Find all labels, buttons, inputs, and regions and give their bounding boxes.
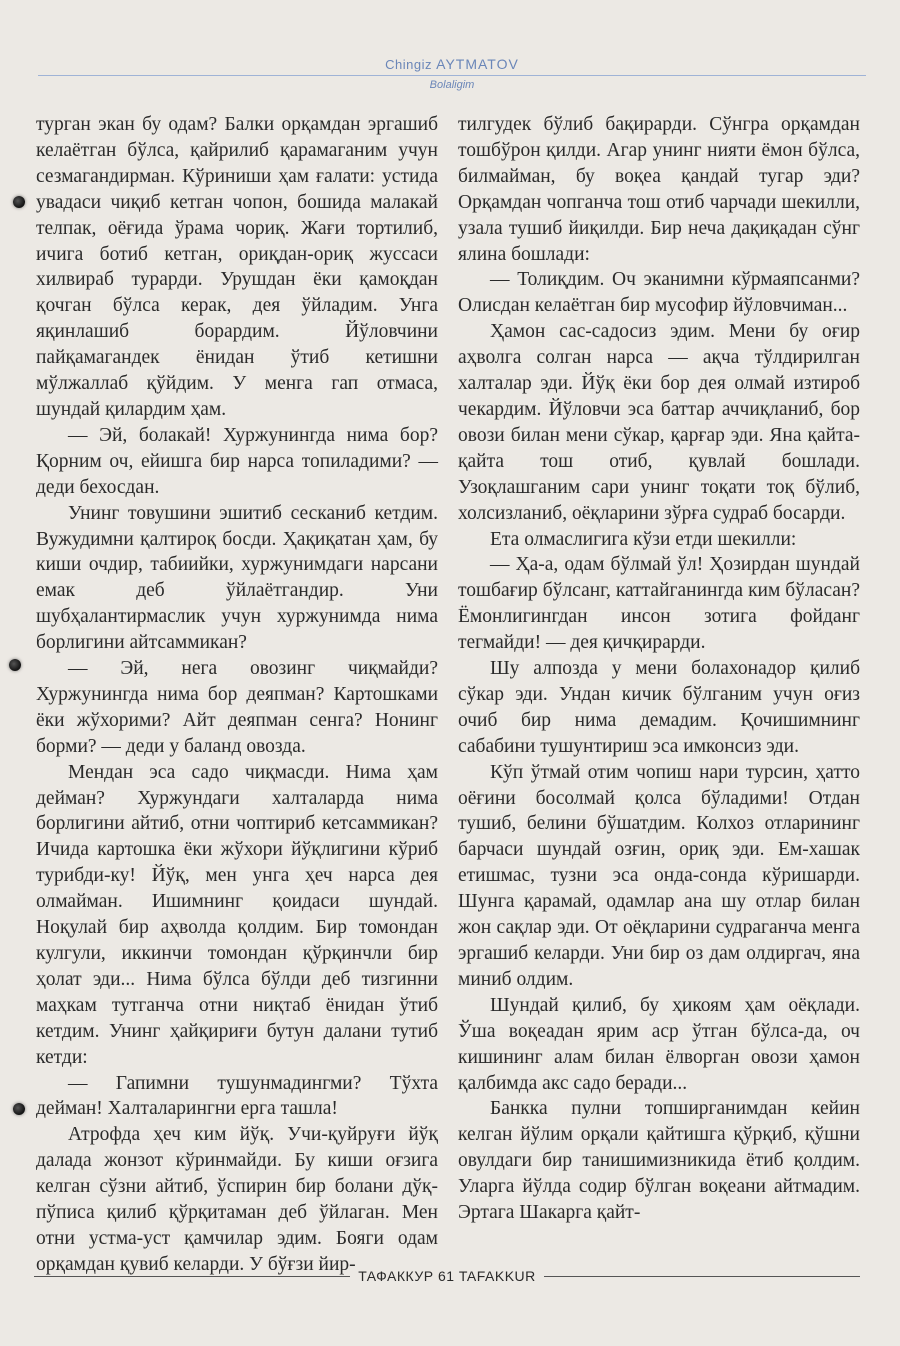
right-text-column (458, 112, 860, 1226)
author-first-name: Chingiz (385, 57, 433, 72)
paragraph: Ҳамон сас-садосиз эдим. Мени бу оғир аҳволга солган нарса — ақча тўлдирилган халталар эди. Йўқ ёки бор дея олмай изтироб чекардим. Йўловчи эса баттар аччиқланиб, бор овози билан мени сўкар, қарғар эди. Яна қайта-қайта тош отиб, қувлай бошлади. Узоқлашганим сари унинг тоқати тоқ бўлиб, холсизланиб, оёқларини зўрға судраб босарди. (458, 321, 860, 524)
author-last-name: AYTMATOV (436, 56, 519, 72)
paragraph: тилгудек бўлиб бақирарди. Сўнгра орқамдан тошбўрон қилди. Агар унинг нияти ёмон бўлса, билмайман, бу воқеа қандай тугар эди? Орқамдан чопганча тош отиб чарчади шекилли, узала тушиб йиқилди. Бир неча дақиқадан сўнг ялина бошлади: (458, 114, 860, 265)
paragraph: Кўп ўтмай отим чопиш нари турсин, ҳатто оёғини босолмай қолса бўладими! Отдан тушиб, белини бўшатдим. Колхоз отларининг барчаси шундай озғин, ориқ эди. Ем-хашак етишмас, тузни эса онда-сонда кўришарди. Шунга қарамай, одамлар ана шу отлар билан жон сақлар эди. От оёқларини судраганча менга эргашиб келарди. Уни бир оз дам олдиргач, яна миниб олдим. (458, 761, 860, 990)
paragraph: — Эй, болакай! Хуржунингда нима бор? Қорним оч, ейишга бир нарса топиладими? — деди бехосдан. (36, 424, 438, 498)
running-header (38, 56, 866, 92)
header-rule (38, 75, 866, 76)
paragraph: — Толиқдим. Оч эканимни кўрмаяпсанми? Олисдан келаётган бир мусофир йўловчиман... (458, 269, 860, 317)
paragraph: турган экан бу одам? Балки орқамдан эргашиб келаётган бўлса, қайрилиб қарамаганим учун сезмагандирман. Кўриниши ҳам ғалати: устида увадаси чиқиб кетган чопон, бошида малакай телпак, оёғида ўрама чориқ. Жағи тортилиб, ичига ботиб кетган, ориқдан-ориқ жуссаси хилвираб турарди. Урушдан ёки қамоқдан қочган бўлса керак, дея ўйладим. Унга яқинлашиб борардим. Йўловчини пайқамагандек ёнидан ўтиб кетишни мўлжаллаб қўйдим. У менга гап отмаса, шундай қилардим ҳам. (36, 114, 438, 420)
page-footer (34, 1268, 860, 1284)
binder-hole (13, 196, 25, 208)
footer-page-label: ТАФАККУР 61 TAFAKKUR (358, 1268, 536, 1284)
author-name (38, 56, 866, 73)
book-title: Bolaligim (429, 79, 475, 91)
footer-rule-left (34, 1276, 350, 1277)
binder-hole (9, 659, 21, 671)
footer-rule-right (544, 1276, 860, 1277)
paragraph: Ета олмаслигига кўзи етди шекилли: (490, 528, 797, 550)
paragraph: Банкка пулни топширганимдан кейин келган йўлим орқали қайтишга қўрқиб, қўшни овулдаги бир танишимизникида ётиб қолдим. Уларга йўлда содир бўлган воқеани айтмадим. Эртага Шакарга қайт- (458, 1098, 860, 1224)
paragraph: — Гапимни тушунмадингми? Тўхта дейман! Халталарингни ерга ташла! (36, 1072, 438, 1120)
paragraph: Шундай қилиб, бу ҳикоям ҳам оёқлади. Ўша воқеадан ярим аср ўтган бўлса-да, оч кишининг алам билан ёлворган овози ҳамон қалбимда акс садо беради... (458, 994, 860, 1094)
paragraph: Унинг товушини эшитиб сесканиб кетдим. Вужудимни қалтироқ босди. Ҳақиқатан ҳам, бу киши очдир, табиийки, хуржунимдаги нарсани емак деб ўйлаётгандир. Уни шубҳалантирмаслик учун хуржунимда нима борлигини айтсаммикан? (36, 502, 438, 654)
paragraph: Атрофда ҳеч ким йўқ. Учи-қуйруғи йўқ далада жонзот кўринмайди. Бу киши оғзига келган сўзни айтиб, ўспирин бир болани дўқ-пўписа қилиб қўрқитаман деб ўйлаган. Мен отни устма-уст қамчилар эдим. Бояги одам орқамдан қувиб келарди. У бўғзи йир- (36, 1124, 438, 1275)
binder-hole (13, 1103, 25, 1115)
paragraph: Шу алпозда у мени болахонадор қилиб сўкар эди. Ундан кичик бўлганим учун оғиз очиб бир нима демадим. Қочишимнинг сабабини тушунтириш эса имконсиз эди. (458, 658, 860, 757)
paragraph: — Ҳа-а, одам бўлмай ўл! Ҳозирдан шундай тошбағир бўлсанг, каттайганингда ким бўласан? Ёмонлигингдан инсон зотига фойданг тегмайди! — дея қичқирарди. (458, 554, 860, 654)
paragraph: Мендан эса садо чиқмасди. Нима ҳам дейман? Хуржундаги халталарда нима борлигини айтиб, отни чоптириб кетсаммикан? Ичида картошка ёки жўхори йўқлигини кўриб турибди-ку! Йўқ, мен унга ҳеч нарса дея олмайман. Ишимнинг қоидаси шундай. Ноқулай бир аҳволда қолдим. Бир томондан кулгули, иккинчи томондан қўрқинчли бир ҳолат эди... Нима бўлса бўлди деб тизгинни маҳкам тутганча отни ниқтаб ёнидан ўтиб кетдим. Унинг ҳайқириғи бутун далани тутиб кетди: (36, 761, 438, 1068)
paragraph: — Эй, нега овозинг чиқмайди? Хуржунингда нима бор деяпман? Картошками ёки жўхорими? Айт деяпман сенга? Нонинг борми? — деди у баланд овозда. (36, 658, 438, 757)
left-text-column (36, 112, 438, 1278)
